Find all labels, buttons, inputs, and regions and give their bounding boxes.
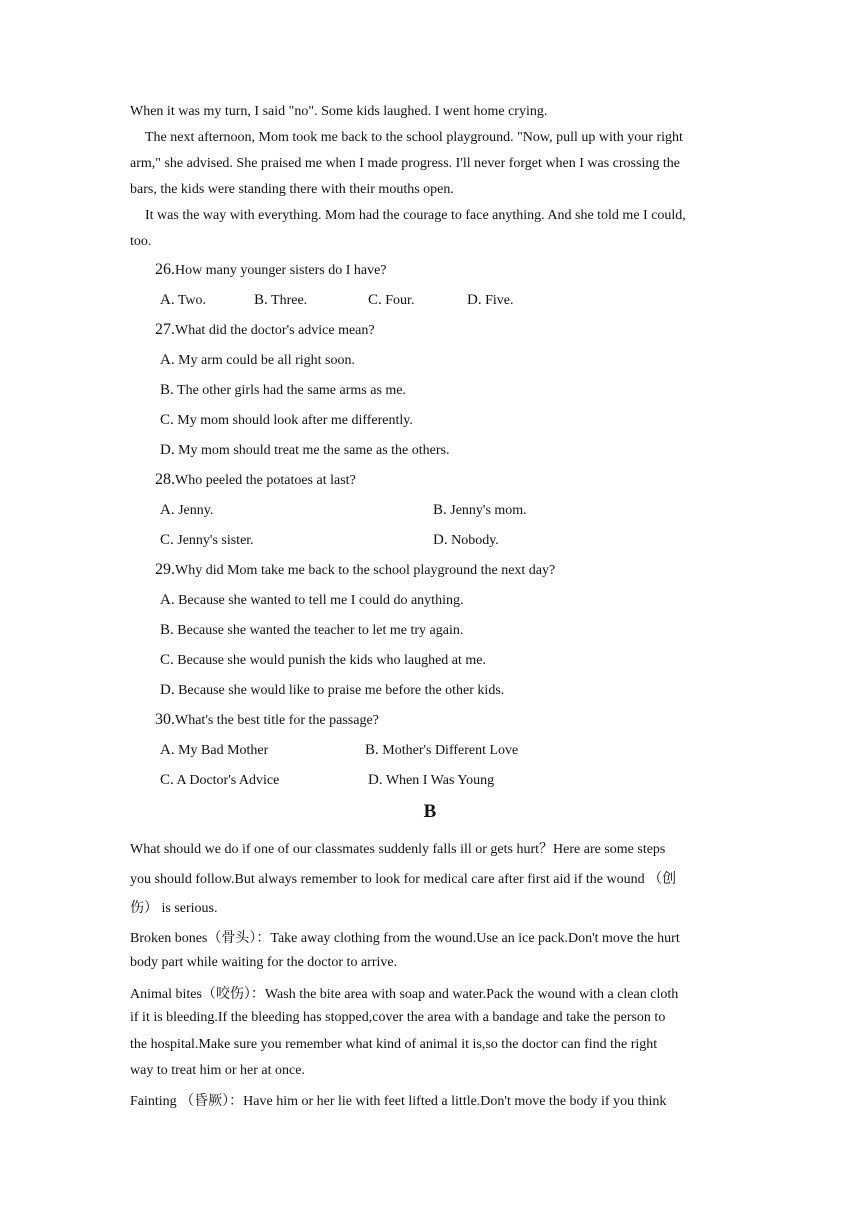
option-b: B. Three. bbox=[254, 292, 308, 308]
passage-line: The next afternoon, Mom took me back to the school playground. "Now, pull up with your right bbox=[145, 130, 683, 145]
option-d: D. Five. bbox=[467, 292, 514, 308]
passage-line: bars, the kids were standing there with their mouths open. bbox=[130, 182, 454, 197]
section-b-line: Fainting （昏厥）：Have him or her lie with feet lifted a little.Don't move the body if you think bbox=[130, 1094, 667, 1109]
question-27 bbox=[155, 321, 375, 339]
question-text: How many younger sisters do I have? bbox=[175, 263, 387, 278]
section-heading: B bbox=[423, 801, 437, 822]
section-b-line: body part while waiting for the doctor to arrive. bbox=[130, 955, 398, 970]
option-d: D. Nobody. bbox=[433, 532, 499, 548]
option-c: C. Because she would punish the kids who laughed at me. bbox=[160, 652, 486, 668]
section-b-line: you should follow.But always remember to look for medical care after first aid if the wound （创 bbox=[130, 872, 677, 887]
passage-line: When it was my turn, I said "no". Some kids laughed. I went home crying. bbox=[130, 104, 548, 119]
question-29 bbox=[155, 561, 555, 579]
option-b: B. Jenny's mom. bbox=[433, 502, 527, 518]
option-a: A. My arm could be all right soon. bbox=[160, 352, 356, 368]
question-number: 29. bbox=[155, 561, 175, 578]
option-a: A. Jenny. bbox=[160, 502, 214, 518]
section-b-line: the hospital.Make sure you remember what kind of animal it is,so the doctor can find the right bbox=[130, 1037, 658, 1052]
question-number: 30. bbox=[155, 711, 175, 728]
option-d: D. When I Was Young bbox=[368, 772, 495, 788]
option-a: A. Two. bbox=[160, 292, 207, 308]
option-c: C. Four. bbox=[368, 292, 415, 308]
option-b: B. Because she wanted the teacher to let me try again. bbox=[160, 622, 464, 638]
question-text: Who peeled the potatoes at last? bbox=[175, 473, 356, 488]
option-b: B. The other girls had the same arms as me. bbox=[160, 382, 406, 398]
question-text: What's the best title for the passage? bbox=[175, 713, 379, 728]
section-b-line: Animal bites（咬伤）：Wash the bite area with soap and water.Pack the wound with a clean cloth bbox=[130, 987, 679, 1002]
question-28 bbox=[155, 471, 356, 489]
question-number: 28. bbox=[155, 471, 175, 488]
section-b-line: if it is bleeding.If the bleeding has stopped,cover the area with a bandage and take the person to bbox=[130, 1010, 666, 1025]
section-b-line: Broken bones（骨头）：Take away clothing from the wound.Use an ice pack.Don't move the hurt bbox=[130, 931, 680, 946]
option-d: D. My mom should treat me the same as the others. bbox=[160, 442, 450, 458]
passage-line: too. bbox=[130, 234, 152, 249]
question-number: 26. bbox=[155, 261, 175, 278]
option-c: C. Jenny's sister. bbox=[160, 532, 254, 548]
question-26 bbox=[155, 261, 387, 279]
option-d: D. Because she would like to praise me before the other kids. bbox=[160, 682, 505, 698]
option-b: B. Mother's Different Love bbox=[365, 742, 519, 758]
option-a: A. My Bad Mother bbox=[160, 742, 269, 758]
option-a: A. Because she wanted to tell me I could do anything. bbox=[160, 592, 464, 608]
passage-line: arm," she advised. She praised me when I made progress. I'll never forget when I was crossing the bbox=[130, 156, 680, 171]
section-b-line: 伤） is serious. bbox=[130, 901, 218, 916]
question-30 bbox=[155, 711, 379, 729]
passage-line: It was the way with everything. Mom had the courage to face anything. And she told me I could, bbox=[145, 208, 686, 223]
section-b-line: way to treat him or her at once. bbox=[130, 1063, 305, 1078]
question-text: Why did Mom take me back to the school playground the next day? bbox=[175, 563, 556, 578]
option-c: C. My mom should look after me differently. bbox=[160, 412, 413, 428]
option-c: C. A Doctor's Advice bbox=[160, 772, 280, 788]
question-text: What did the doctor's advice mean? bbox=[175, 323, 375, 338]
question-number: 27. bbox=[155, 321, 175, 338]
section-b-line: What should we do if one of our classmates suddenly falls ill or gets hurt？Here are some steps bbox=[130, 842, 666, 857]
